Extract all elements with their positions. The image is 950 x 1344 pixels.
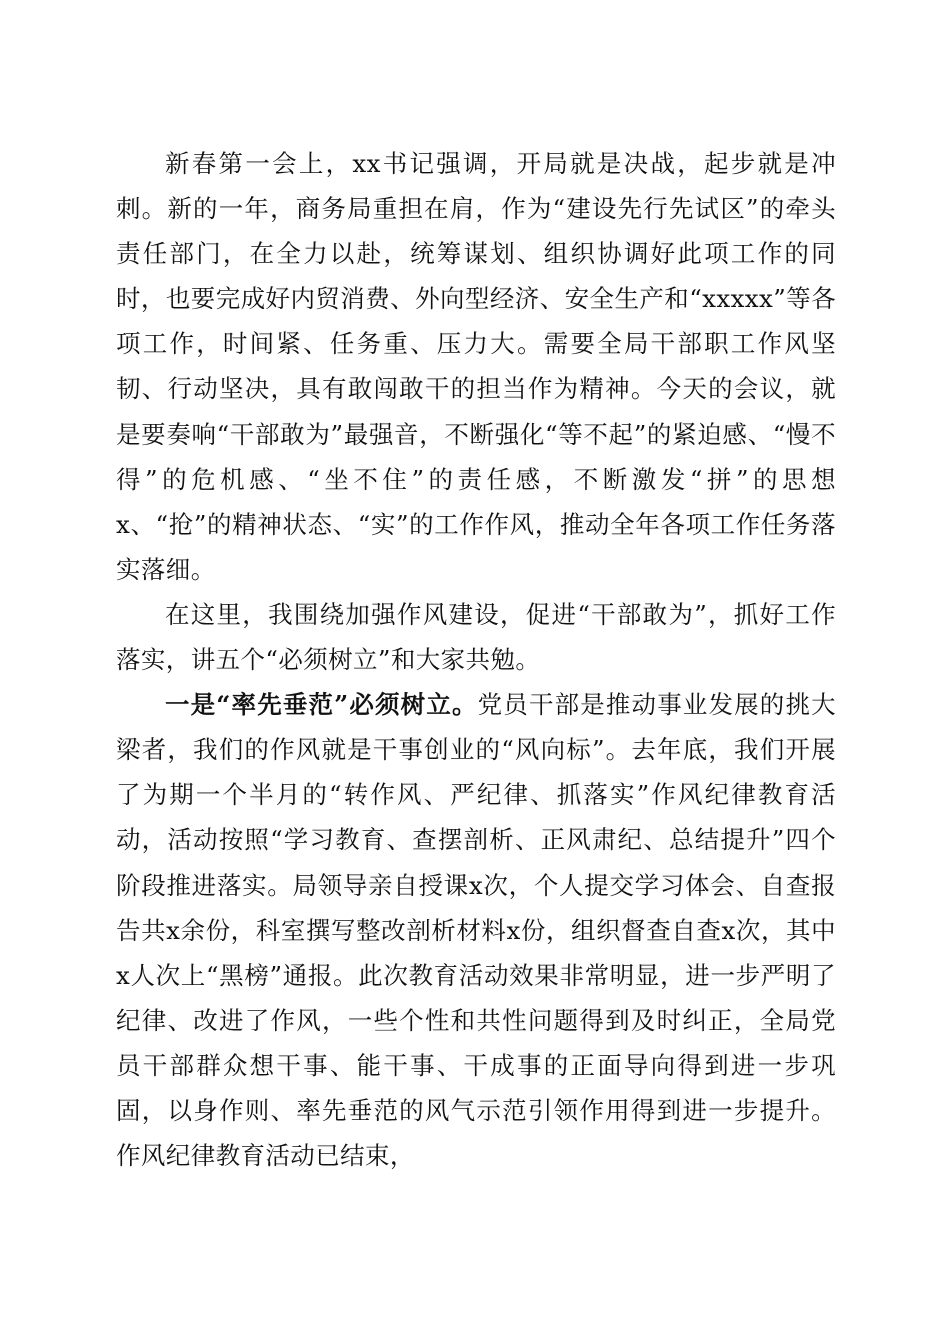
paragraph-point-one (116, 682, 836, 1178)
paragraph-text: 新春第一会上，xx书记强调，开局就是决战，起步就是冲刺。新的一年，商务局重担在肩，作为“建设先行先试区”的牵头责任部门，在全力以赴，统筹谋划、组织协调好此项工作的同时，也要完成好内贸消费、外向型经济、安全生产和“xxxxx”等各项工作，时间紧、任务重、压力大。需要全局干部职工作风坚韧、行动坚决，具有敢闯敢干的担当作为精神。今天的会议，就是要奏响“干部敢为”最强音，不断强化“等不起”的紧迫感、“慢不得”的危机感、“坐不住”的责任感，不断激发“拼”的思想x、“抢”的精神状态、“实”的工作作风，推动全年各项工作任务落实落细。 (116, 149, 836, 584)
paragraph-lead-heading: 一是“率先垂范”必须树立。 (165, 690, 478, 720)
paragraph-intro (116, 592, 836, 682)
paragraph-text: 在这里，我围绕加强作风建设，促进“干部敢为”，抓好工作落实，讲五个“必须树立”和大家共勉。 (116, 599, 836, 675)
paragraph-text: 党员干部是推动事业发展的挑大梁者，我们的作风就是干事创业的“风向标”。去年底，我们开展了为期一个半月的“转作风、严纪律、抓落实”作风纪律教育活动，活动按照“学习教育、查摆剖析、正风肃纪、总结提升”四个阶段推进落实。局领导亲自授课x次，个人提交学习体会、自查报告共x余份，科室撰写整改剖析材料x份，组织督查自查x次，其中x人次上“黑榜”通报。此次教育活动效果非常明显，进一步严明了纪律、改进了作风，一些个性和共性问题得到及时纠正，全局党员干部群众想干事、能干事、干成事的正面导向得到进一步巩固，以身作则、率先垂范的风气示范引领作用得到进一步提升。作风纪律教育活动已结束， (116, 690, 836, 1171)
paragraph-opening (116, 141, 836, 592)
document-body (116, 141, 836, 1178)
